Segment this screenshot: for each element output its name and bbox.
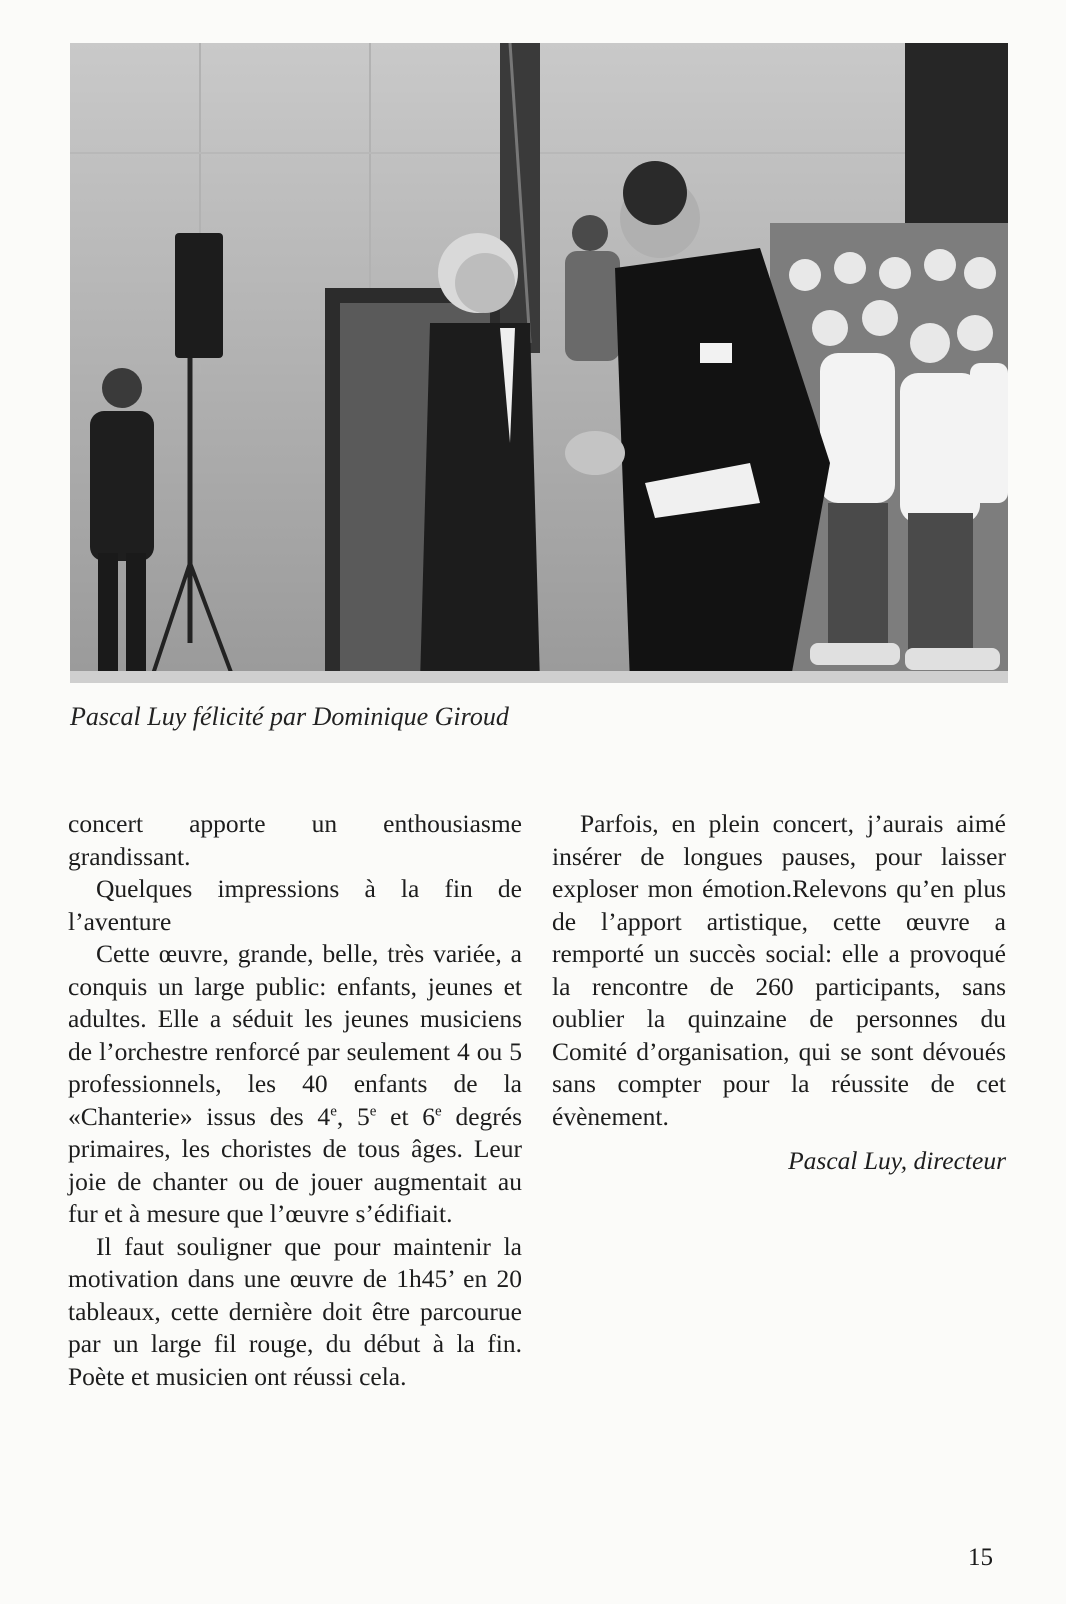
author-signature: Pascal Luy, directeur <box>788 1146 1006 1175</box>
paragraph <box>68 938 522 1231</box>
text-run: , 5 <box>336 1101 370 1131</box>
right-column <box>552 808 1006 1178</box>
photo-image <box>70 43 1008 683</box>
superscript: e <box>435 1103 442 1119</box>
paragraph: Il faut souligner que pour maintenir la motivation dans une œuvre de 1h45’ en 20 tableaux, cette dernière doit être parcourue par un large fil rouge, du début à la fin. Poète et musicien ont réussi cela. <box>68 1231 522 1391</box>
paragraph: concert apporte un enthousiasme grandissant. <box>68 809 522 871</box>
text-run: et 6 <box>376 1101 436 1131</box>
paragraph: Parfois, en plein concert, j’aurais aimé insérer de longues pauses, pour laisser exploser mon émotion.Relevons qu’en plus de l’apport artistique, cette œuvre a remporté un succès social: elle a provoqué la rencontre de 260 participants, sans oublier la quinzaine de personnes du Comité d’organisation, qui se sont dévoués sans compter pour la réussite de cet évènement. <box>552 809 1006 1131</box>
text-run: degrés primaires, les choristes de tous âges. Leur joie de chanter ou de jouer augmentait au fur et à mesure que l’œuvre s’édifiait. <box>68 1101 523 1228</box>
paragraph: Quelques impressions à la fin de l’aventure <box>68 874 522 936</box>
superscript: e <box>369 1103 377 1119</box>
photo-caption: Pascal Luy félicité par Dominique Giroud <box>70 702 509 731</box>
superscript: e <box>330 1103 337 1119</box>
left-column <box>68 808 522 1393</box>
text-run: Cette œuvre, grande, belle, très variée, a conquis un large public: enfants, jeunes et adultes. Elle a séduit les jeunes musiciens de l’orchestre renforcé par seulement 4 ou 5 professionnels, les 40 enfants de la «Chanterie» issus des 4 <box>68 939 522 1131</box>
page-number: 15 <box>968 1544 993 1571</box>
photo <box>70 43 1008 683</box>
